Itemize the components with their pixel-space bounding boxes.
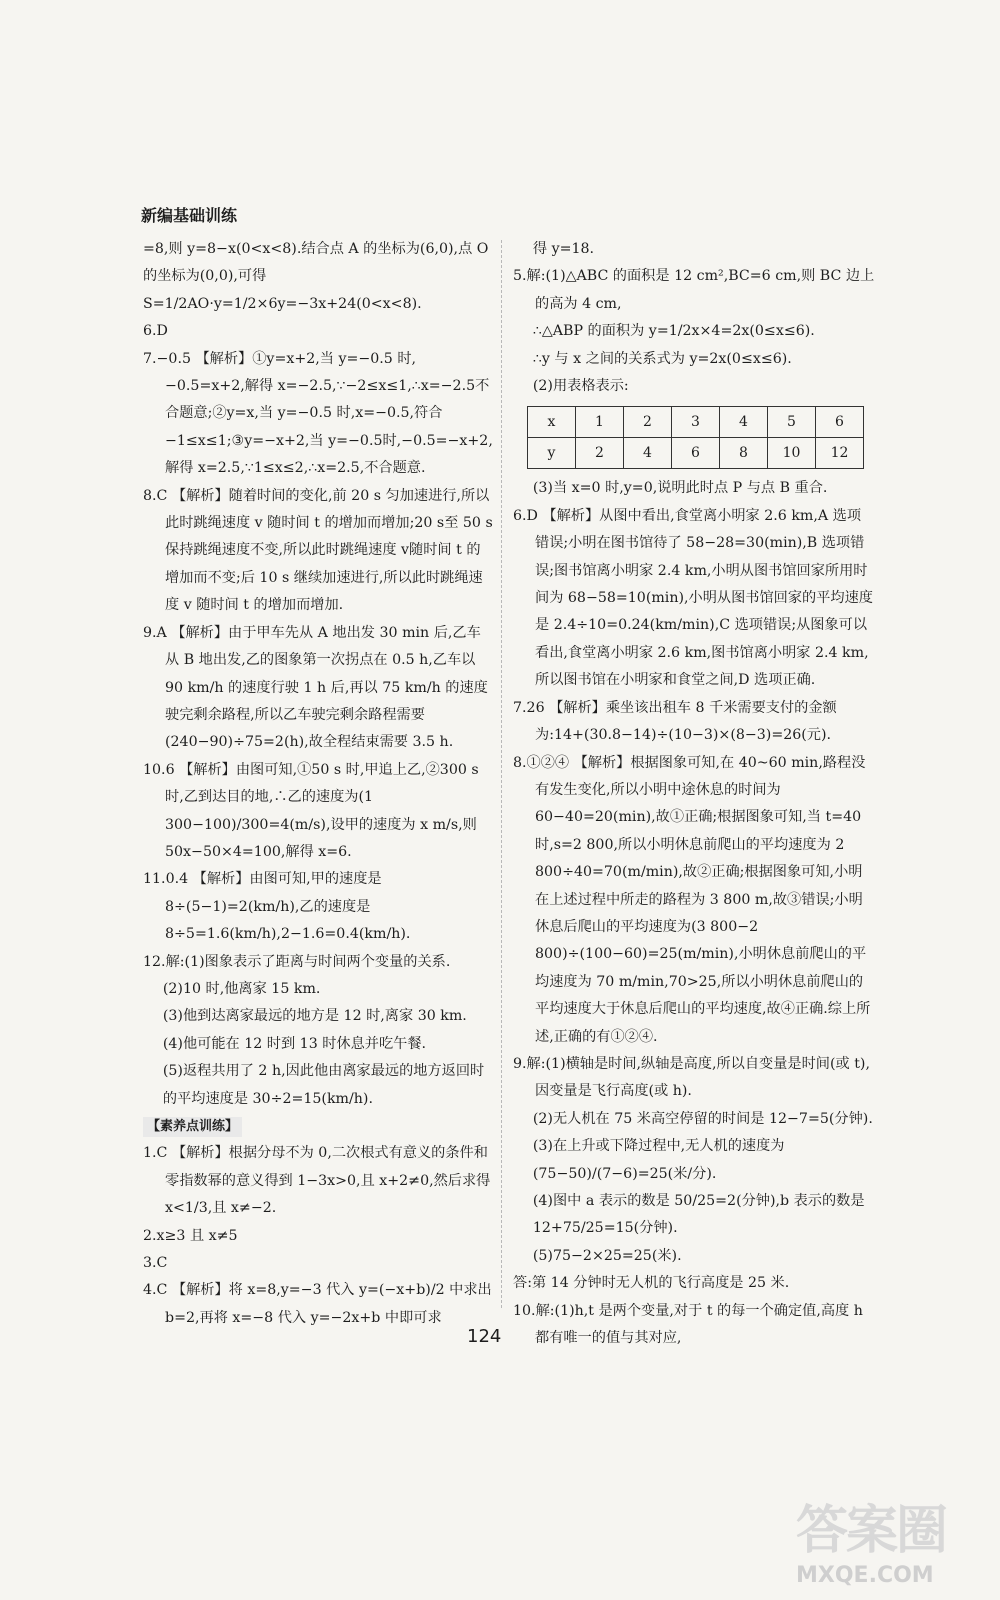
watermark-url: MXQE.COM: [796, 1563, 934, 1588]
answer-12-2: (2)10 时,他离家 15 km.: [162, 980, 321, 997]
answer-9-2: (2)无人机在 75 米高空停留的时间是 12−7=5(分钟).: [532, 1110, 873, 1127]
answer-9-3: (3)在上升或下降过程中,无人机的速度为(75−50)/(7−6)=25(米/分).: [532, 1138, 785, 1182]
answer-8-right: 8.①②④ 【解析】根据图象可知,在 40~60 min,路程没有发生变化,所以小明中途休息的时间为 60−40=20(min),故①正确;根据图象可知,当 t=40 时,s=2 800,所以小明休息前爬山的平均速度为 2 800÷40=70(m/min),故②正确;根据图象可知,小明在上述过程中所走的路程为 3 800 m,故③错误;小明休息后爬山的平均速度为(3 800−2 800)÷(100−60)=25(m/min),小明休息前爬山的平均速度为 70 m/min,70>25,所以小明休息前爬山的平均速度大于休息后爬山的平均速度,故④正确.综上所述,正确的有①②④.: [513, 754, 871, 1045]
table-cell: 2: [624, 407, 672, 438]
answer-12: 12.解:(1)图象表示了距离与时间两个变量的关系.: [143, 953, 451, 970]
answer-4-cont: 得 y=18.: [532, 241, 595, 257]
table-cell: 8: [720, 438, 768, 469]
table-cell: 4: [720, 407, 768, 438]
table-cell: 6: [672, 438, 720, 469]
answer-10-right: 10.解:(1)h,t 是两个变量,对于 t 的每一个确定值,高度 h 都有唯一的值与其对应,: [513, 1302, 863, 1347]
answer-5: 5.解:(1)△ABC 的面积是 12 cm²,BC=6 cm,则 BC 边上的高为 4 cm,: [513, 268, 875, 312]
answer-11: 11.0.4 【解析】由图可知,甲的速度是 8÷(5−1)=2(km/h),乙的速度是 8÷5=1.6(km/h),2−1.6=0.4(km/h).: [143, 871, 411, 943]
skill-answer-4: 4.C 【解析】将 x=8,y=−3 代入 y=(−x+b)/2 中求出 b=2,再将 x=−8 代入 y=−2x+b 中即可求: [143, 1282, 492, 1326]
watermark-text: 答案圈: [796, 1501, 947, 1561]
table-cell: 2: [576, 438, 624, 469]
answer-6: 6.D: [143, 323, 168, 340]
answer-8: 8.C 【解析】随着时间的变化,前 20 s 匀加速进行,所以此时跳绳速度 v 随时间 t 的增加而增加;20 s至 50 s 保持跳绳速度不变,所以此时跳绳速度 v随时间 t 的增加而不变;后 10 s 继续加速进行,所以此时跳绳速度 v 随时间 t 的增加而增加.: [143, 487, 493, 614]
section-header: 新编基础训练: [141, 206, 238, 225]
table-cell: 12: [816, 438, 864, 469]
answer-7: 7.−0.5 【解析】①y=x+2,当 y=−0.5 时,−0.5=x+2,解得 x=−2.5,∵−2≤x≤1,∴x=−2.5不合题意;②y=x,当 y=−0.5 时,x=−0.5,符合−1≤x≤1;③y=−x+2,当 y=−0.5时,−0.5=−x+2,解得 x=2.5,∵1≤x≤2,∴x=2.5,不合题意.: [143, 350, 493, 477]
right-column: [513, 236, 875, 1352]
table-cell: 10: [768, 438, 816, 469]
answer-9: 9.A 【解析】由于甲车先从 A 地出发 30 min 后,乙车从 B 地出发,乙的图象第一次拐点在 0.5 h,乙车以 90 km/h 的速度行驶 1 h 后,再以 75 km/h 的速度驶完剩余路程,所以乙车驶完剩余路程需要(240−90)÷75=2(h),故全程结束需要 3.5 h.: [143, 624, 488, 751]
page-number: 124: [467, 1326, 502, 1347]
answer-7-right: 7.26 【解析】乘坐该出租车 8 千米需要支付的金额为:14+(30.8−14)÷(10−3)×(8−3)=26(元).: [513, 699, 837, 744]
table-row: [528, 407, 864, 438]
column-divider: [501, 240, 502, 1308]
watermark-logo: [796, 1488, 986, 1588]
answer-9-right: 9.解:(1)横轴是时间,纵轴是高度,所以自变量是时间(或 t),因变量是飞行高度(或 h).: [513, 1055, 870, 1100]
answer-12-4: (4)他可能在 12 时到 13 时休息并吃午餐.: [162, 1035, 427, 1052]
table-cell: 6: [816, 407, 864, 438]
table-cell: 1: [576, 407, 624, 438]
table-cell: x: [528, 407, 576, 438]
answer-9-4: (4)图中 a 表示的数是 50/25=2(分钟),b 表示的数是 12+75/25=15(分钟).: [532, 1193, 865, 1237]
answer-5-3: (3)当 x=0 时,y=0,说明此时点 P 与点 B 重合.: [532, 480, 828, 497]
table-cell: y: [528, 438, 576, 469]
table-row: [528, 438, 864, 469]
answer-6-right: 6.D 【解析】从图中看出,食堂离小明家 2.6 km,A 选项错误;小明在图书馆待了 58−28=30(min),B 选项错误;图书馆离小明家 2.4 km,小明从图书馆回家所用时间为 68−58=10(min),小明从图书馆回家的平均速度是 2.4÷10=0.24(km/min),C 选项错误;从图象可以看出,食堂离小明家 2.6 km,图书馆离小明家 2.4 km,所以图书馆在小明家和食堂之间,D 选项正确.: [513, 507, 873, 689]
answer-10: 10.6 【解析】由图可知,①50 s 时,甲追上乙,②300 s 时,乙到达目的地,∴乙的速度为(1 300−100)/300=4(m/s),设甲的速度为 x m/s,则50x−50×4=100,解得 x=6.: [143, 761, 479, 860]
answer-9-5: (5)75−2×25=25(米).: [532, 1247, 682, 1264]
skill-answer-1: 1.C 【解析】根据分母不为 0,二次根式有意义的条件和零指数幂的意义得到 1−3x>0,且 x+2≠0,然后求得 x<1/3,且 x≠−2.: [143, 1145, 491, 1217]
answer-9-conclusion: 答:第 14 分钟时无人机的飞行高度是 25 米.: [513, 1275, 790, 1292]
table-cell: 5: [768, 407, 816, 438]
table-cell: 3: [672, 407, 720, 438]
answer-12-3: (3)他到达离家最远的地方是 12 时,离家 30 km.: [162, 1008, 467, 1025]
section-tag: 【素养点训练】: [143, 1117, 242, 1137]
answer-5-table-intro: (2)用表格表示:: [532, 378, 629, 395]
answer-12-5: (5)返程共用了 2 h,因此他由离家最远的地方返回时的平均速度是 30÷2=15(km/h).: [162, 1063, 485, 1107]
value-table: [527, 406, 864, 469]
answer-5-relation: ∴y 与 x 之间的关系式为 y=2x(0≤x≤6).: [532, 350, 792, 367]
answer-cont: =8,则 y=8−x(0<x<8).结合点 A 的坐标为(6,0),点 O 的坐标为(0,0),可得 S=1/2AO·y=1/2×6y=−3x+24(0<x<8).: [143, 241, 489, 312]
left-column: [143, 236, 493, 1332]
skill-answer-2: 2.x≥3 且 x≠5: [143, 1227, 238, 1244]
skill-answer-3: 3.C: [143, 1255, 168, 1272]
answer-5-area: ∴△ABP 的面积为 y=1/2x×4=2x(0≤x≤6).: [532, 323, 815, 340]
table-cell: 4: [624, 438, 672, 469]
